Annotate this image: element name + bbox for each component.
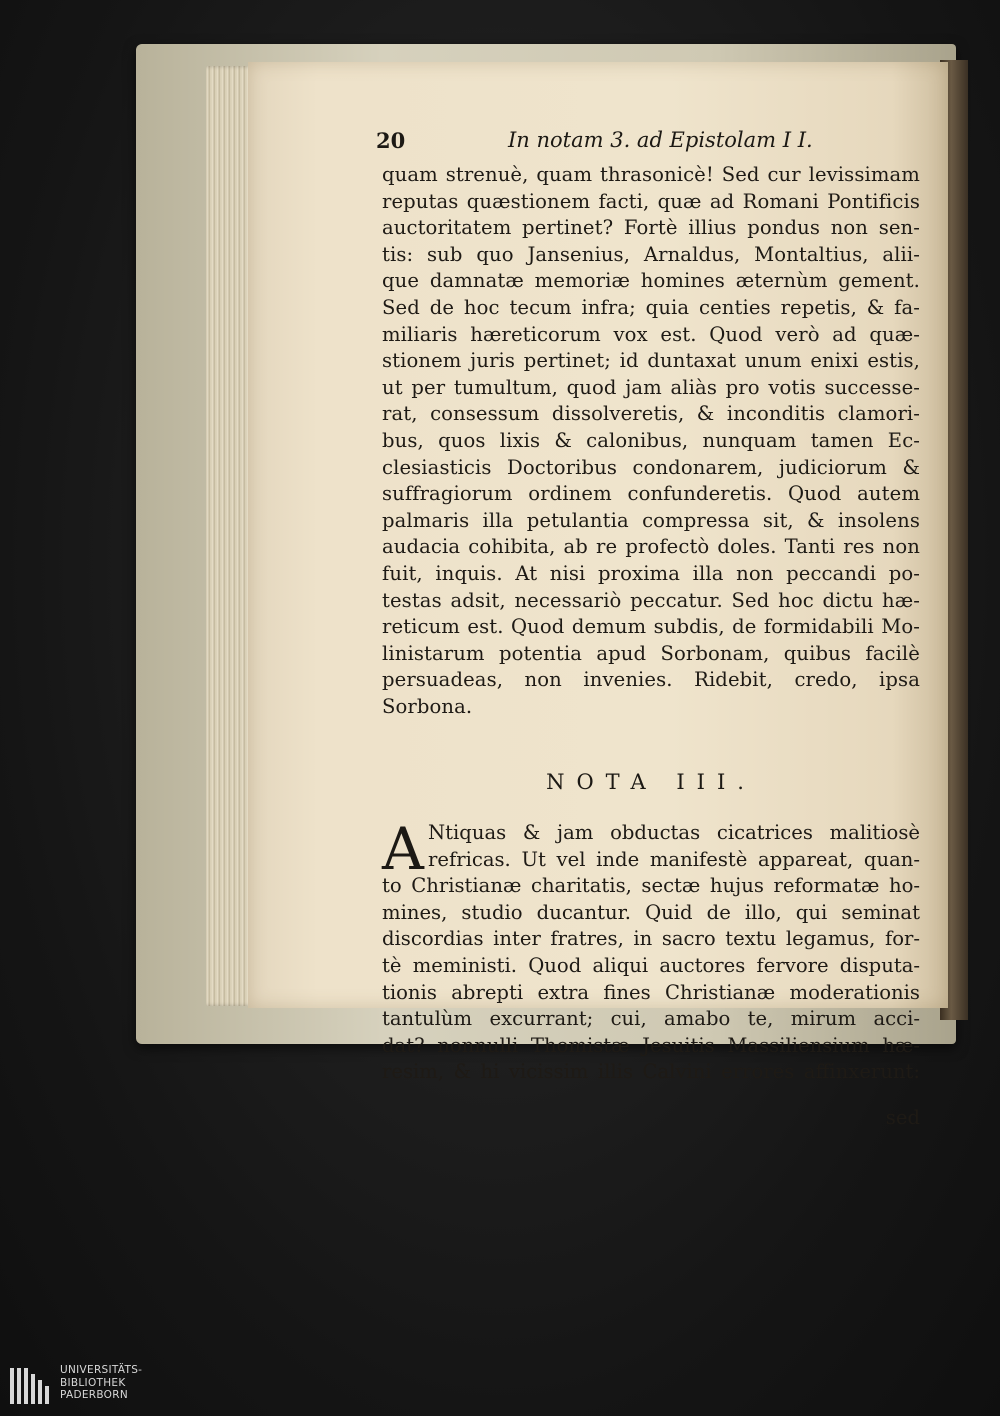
running-head: In notam 3. ad Epistolam I I. — [508, 128, 813, 152]
text-line: Sed de hoc tecum infra; quia centies repetis, & fa- — [382, 295, 920, 319]
body-text — [382, 162, 920, 720]
section-line: Ntiquas & jam obductas cicatrices malitiosè — [428, 821, 920, 844]
logo-line-3: PADERBORN — [60, 1389, 128, 1401]
catchword: sed — [885, 1106, 920, 1129]
section-line: tè meministi. Quod aliqui auctores fervore disputa- — [382, 953, 920, 977]
text-line: reputas quæstionem facti, quæ ad Romani Pontificis — [382, 189, 920, 213]
section-text — [382, 815, 920, 1086]
text-line: persuadeas, non invenies. Ridebit, credo, ipsa — [382, 668, 920, 692]
text-line: ut per tumultum, quod jam aliàs pro votis successe- — [382, 375, 920, 399]
page-header — [376, 128, 916, 160]
section-line: refricas. Ut vel inde manifestè appareat, quan- — [428, 847, 920, 871]
text-line: bus, quos lixis & calonibus, nunquam tamen Ec- — [382, 428, 920, 452]
text-line: stionem juris pertinet; id duntaxat unum enixi estis, — [382, 349, 920, 373]
text-line: reticum est. Quod demum subdis, de formidabili Mo- — [382, 615, 920, 639]
text-line: suffragiorum ordinem confunderetis. Quod autem — [382, 482, 920, 506]
page-number: 20 — [376, 128, 406, 153]
section-line: discordias inter fratres, in sacro textu legamus, for- — [382, 927, 920, 951]
section-line: tionis abrepti extra fines Christianæ moderationis — [382, 980, 920, 1004]
section-line: to Christianæ charitatis, sectæ hujus reformatæ ho- — [382, 874, 920, 898]
drop-cap: A — [382, 815, 424, 883]
text-line: linistarum potentia apud Sorbonam, quibus facilè — [382, 641, 920, 665]
text-line: tis: sub quo Jansenius, Arnaldus, Montaltius, alii- — [382, 242, 920, 266]
text-line: auctoritatem pertinet? Fortè illius pondus non sen- — [382, 216, 920, 240]
logo-line-1: UNIVERSITÄTS- — [60, 1364, 143, 1376]
text-line: quam strenuè, quam thrasonicè! Sed cur levissimam — [382, 163, 920, 186]
text-line: testas adsit, necessariò peccatur. Sed hoc dictu hæ- — [382, 588, 920, 612]
library-logo-icon — [10, 1368, 52, 1404]
text-line: audacia cohibita, ab re profectò doles. Tanti res non — [382, 535, 920, 559]
section-lines — [382, 815, 920, 1086]
text-line: palmaris illa petulantia compressa sit, & insolens — [382, 508, 920, 532]
text-line: rat, consessum dissolveretis, & inconditis clamori- — [382, 402, 920, 426]
library-logo-text — [60, 1364, 142, 1402]
section-line: dat? nonnulli Thomistæ Jesuitis Massiliensium hæ- — [382, 1033, 920, 1057]
text-line: clesiasticis Doctoribus condonarem, judiciorum & — [382, 455, 920, 479]
text-line: que damnatæ memoriæ homines æternùm gement. — [382, 269, 920, 293]
text-line: miliaris hæreticorum vox est. Quod verò ad quæ- — [382, 322, 920, 346]
section-line: mines, studio ducantur. Quid de illo, qui seminat — [382, 900, 920, 924]
section-heading: NOTA III. — [546, 770, 756, 794]
logo-line-2: BIBLIOTHEK — [60, 1376, 126, 1389]
text-line: fuit, inquis. At nisi proxima illa non peccandi po- — [382, 561, 920, 585]
library-logo — [10, 1364, 170, 1408]
section-line: tantulùm excurrant; cui, amabo te, mirum acci- — [382, 1007, 920, 1031]
section-line: resim, & hi vicissim illis Calvini errores affinxerunt: — [382, 1060, 920, 1084]
text-line: Sorbona. — [382, 694, 473, 718]
